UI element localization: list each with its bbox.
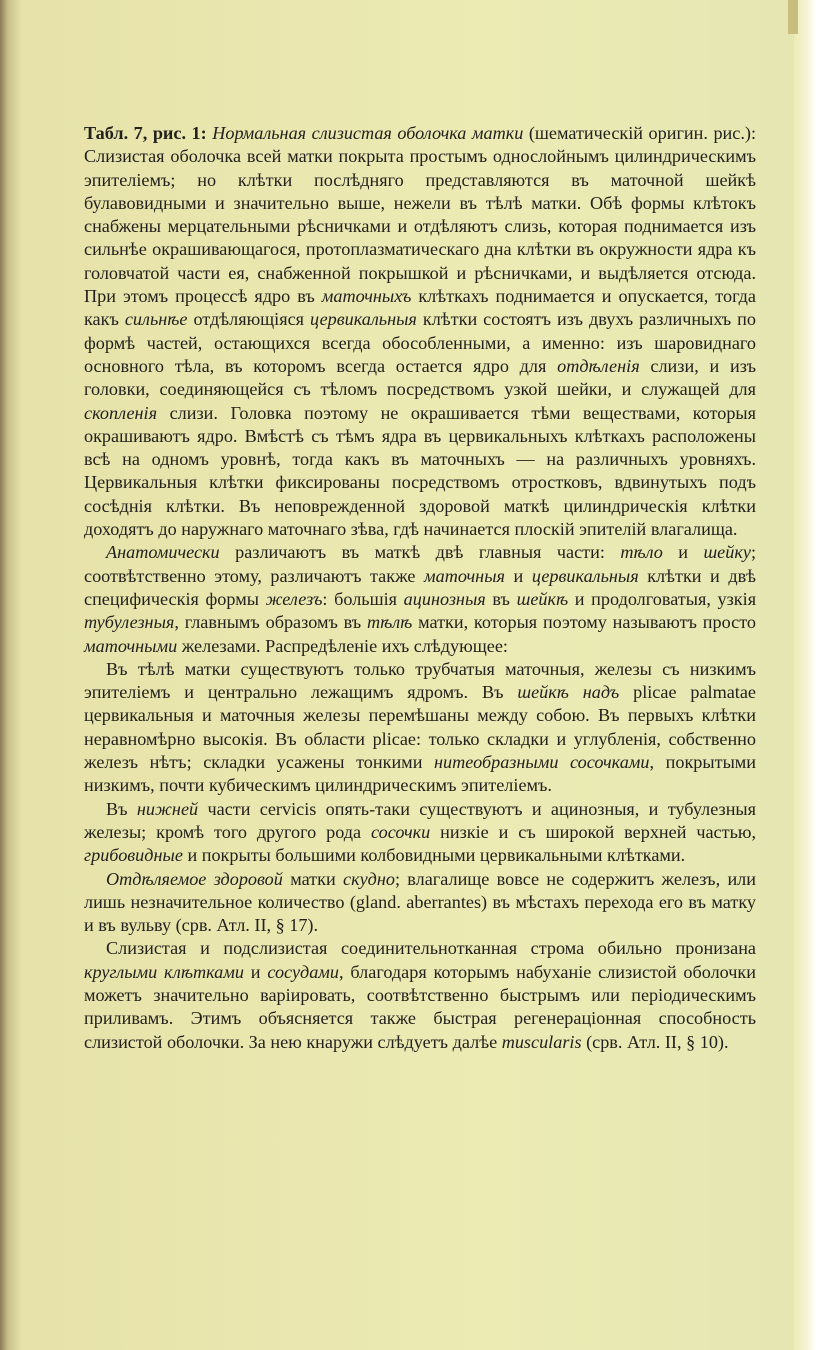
emphasis: скопленiя [84, 402, 158, 423]
emphasis: грибовидные [84, 845, 183, 866]
page-edge [794, 0, 816, 1350]
text-run: ; соотвѣтственно этому, различаютъ также [84, 542, 756, 586]
paragraph-5 [84, 868, 756, 938]
text-run: и [513, 565, 524, 586]
text-run: слизи. Головка поэтому не окрашивается тѣми веществами, которыя окрашиваютъ ядро. Вмѣстѣ съ тѣмъ ядра въ цервикальныхъ клѣткахъ расположены всѣ на одномъ уровнѣ, тогда какъ въ маточныхъ — на различныхъ уровняхъ. Цервикальныя клѣтки фиксированы посредствомъ отростковъ, вдвинутыхъ подъ сосѣднiя клѣтки. Въ неповрежденной здоровой маткѣ цилиндрическiя клѣтки доходятъ до наружнаго маточнаго зѣва, гдѣ начинается плоскiй эпителiй влагалища. [84, 402, 757, 540]
emphasis: круглыми клѣтками [84, 961, 244, 982]
text-run: (шематическiй оригин. рис.): Слизистая оболочка всей матки покрыта простымъ однослойнымъ цилиндрическимъ эпителiемъ; но клѣтки послѣдняго представляются въ маточной шейкѣ булавовидными и значительно выше, нежели въ тѣлѣ матки. Обѣ формы клѣтокъ снабжены мерцательными рѣсничками и отдѣляютъ слизь, которая поднимается изъ сильнѣе окрашивающагося, протоплазматическаго дна клѣтки въ окружности ядра къ головчатой части ея, снабженной покрышкой и рѣсничками, и выдѣляется отсюда. При этомъ процессѣ ядро въ [84, 123, 756, 307]
page-body-text [84, 122, 756, 1054]
text-run: железами. Распредѣленiе ихъ слѣдующее: [181, 635, 508, 656]
text-run: части cervicis опять-таки существуютъ и ацинозныя, и тубулезныя железы; кромѣ того другого рода [84, 798, 757, 842]
text-run: Въ [106, 798, 128, 819]
bookmark-tab [788, 0, 798, 34]
text-run: низкiе и съ широкой верхней частью, [440, 821, 757, 842]
plate-reference: Табл. 7, рис. 1: [84, 123, 207, 143]
text-run: и [250, 961, 261, 982]
emphasis: шейкѣ [516, 588, 569, 609]
paragraph-6 [84, 937, 756, 1053]
text-run: отдѣляющiяся [193, 309, 305, 330]
paragraph-2 [84, 541, 756, 657]
paragraph-4 [84, 798, 756, 868]
text-run: : большiя [322, 588, 398, 609]
emphasis: маточныхъ [321, 286, 412, 307]
text-run: клѣтки состоятъ изъ двухъ различныхъ по формѣ частей, остающихся всегда обособленными, а именно: изъ шаровиднаго основного тѣла, въ которомъ всегда остается ядро для [84, 309, 756, 376]
text-run: , благодаря которымъ набуханiе слизистой оболочки можетъ значительно варiировать, соотвѣтственно быстрымъ или перiодическимъ приливамъ. Этимъ объясняется также быстрая регенерацiонная способность слизистой оболочки. За нею кнаружи слѣдуетъ далѣе [84, 961, 756, 1052]
paragraph-3 [84, 658, 756, 798]
emphasis: скудно [343, 868, 395, 889]
emphasis: маточными [84, 635, 178, 656]
text-run: , главнымъ образомъ въ [174, 612, 362, 633]
emphasis: тѣло [620, 542, 663, 563]
emphasis: цервикальныя [531, 565, 639, 586]
emphasis: железъ [265, 588, 323, 609]
paragraph-1 [84, 122, 756, 541]
text-run: Слизистая и подслизистая соединительнотканная строма обильно пронизана [106, 938, 756, 959]
text-run: различаютъ въ маткѣ двѣ главныя части: [235, 542, 605, 563]
text-run: матки [290, 868, 336, 889]
text-run: матки, которыя поэтому называютъ просто [418, 612, 756, 633]
text-run: (срв. Атл. II, § 10). [586, 1031, 729, 1052]
text-run: plicae palmatae цервикальныя и маточныя железы перемѣшаны между собою. Въ первыхъ клѣтки неравномѣрно высокiя. Въ области plicae: только складки и углубленiя, собственно железъ нѣтъ; складки усажены тонкими [84, 682, 756, 773]
emphasis: шейкѣ надъ [517, 682, 620, 703]
emphasis: сосочки [371, 821, 431, 842]
text-run: въ [492, 588, 510, 609]
text-run: , покрытыми низкимъ, почти кубическимъ цилиндрическимъ эпителiемъ. [84, 752, 757, 796]
emphasis: шейку [703, 542, 751, 563]
text-run: ; влагалище вовсе не содержитъ железъ, или лишь незначительное количество (gland. aberrantes) въ мѣстахъ перехода его въ матку и въ вульву (срв. Атл. II, § 17). [84, 868, 756, 936]
text-run: клѣтки и двѣ специфическiя формы [84, 565, 757, 609]
text-run: и продолговатыя, узкiя [574, 588, 757, 609]
text-run: слизи, и изъ головки, соединяющейся съ тѣломъ посредствомъ узкой шейки, и служащей для [84, 355, 756, 400]
emphasis: тубулезныя [84, 612, 175, 633]
emphasis: сосудами [267, 961, 340, 982]
text-run: Въ тѣлѣ матки существуютъ только трубчатыя маточныя, железы съ низкимъ эпителiемъ и центрально лежащимъ ядромъ. Въ [84, 658, 756, 703]
emphasis: цервикальныя [310, 309, 417, 330]
emphasis: Анатомически [106, 542, 220, 563]
emphasis: Отдѣляемое здоровой [106, 868, 283, 889]
emphasis: сильнѣе [124, 309, 188, 330]
emphasis: нитеобразными сосочками [434, 752, 650, 773]
figure-title: Нормальная слизистая оболочка матки [212, 123, 524, 143]
emphasis: muscularis [501, 1031, 582, 1052]
emphasis: нижней [136, 798, 199, 819]
emphasis: отдѣленiя [557, 355, 640, 376]
text-run: клѣткахъ поднимается и опускается, тогда какъ [84, 286, 756, 330]
emphasis: маточныя [424, 565, 505, 586]
text-run: и покрыты большими колбовидными цервикальными клѣтками. [187, 845, 686, 866]
emphasis: тѣлѣ [366, 612, 413, 633]
text-run: и [678, 542, 689, 563]
emphasis: ацинозныя [403, 588, 486, 609]
